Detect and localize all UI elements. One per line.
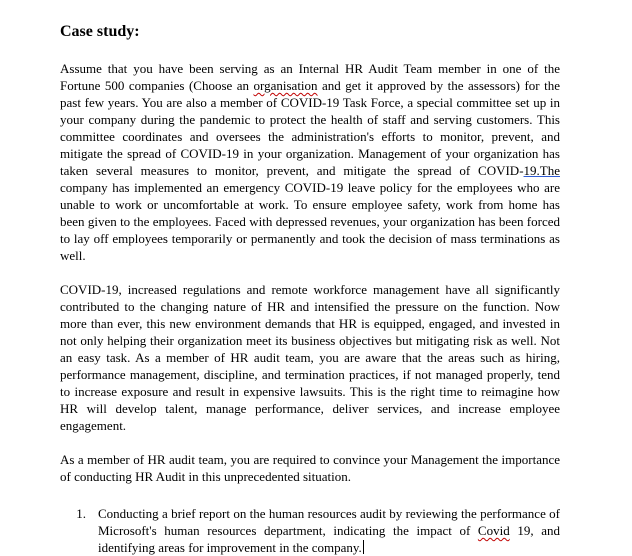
paragraph-scenario: [60, 60, 560, 264]
paragraph-scenario-text-1: Assume that you have been serving as an Internal HR Audit Team member in one of the Fortune 500 companies (Choose an: [60, 61, 560, 93]
text-cursor: [363, 540, 364, 554]
paragraph-scenario-text-2: and get it approved by the assessors) for the past few years. You are also a member of COVID-19 Task Force, a special committee set up in your company during the pandemic to protect the health of staff and serving customers. This committee coordinates and oversees the administration's efforts to monitor, prevent, and mitigate the spread of COVID-19 in your organization. Management of your organization has taken several measures to monitor, prevent, and mitigate the spread of COVID-: [60, 78, 560, 178]
spellcheck-word-covid: Covid: [477, 523, 510, 538]
list-item: [60, 505, 560, 556]
paragraph-hr-context: COVID-19, increased regulations and remote workforce management have all significantly contributed to the changing nature of HR and intensified the pressure on the function. Now more than ever, this new environment demands that HR is equipped, engaged, and invested in not only helping their organization meet its business objectives but mitigating risk as well. Not an easy task. As a member of HR audit team, you are aware that the areas such as hiring, performance management, discipline, and termination practices, if not managed properly, tend to increase exposure and result in expensive lawsuits. This is the right time to reimagine how HR will develop talent, manage performance, deliver services, and increase employee engagement.: [60, 282, 560, 433]
spellcheck-word-organisation: organisation: [253, 78, 318, 93]
grammar-flag-19-the: 19.The: [523, 163, 560, 178]
list-item-text[interactable]: [98, 505, 560, 556]
list-item-text-1: Conducting a brief report on the human resources audit by reviewing the performance of Microsoft's human resources department, indicating the impact of: [98, 506, 560, 538]
list-item-text-2: 19, and identifying areas for improvement in the company.: [98, 523, 560, 555]
document-page: [60, 22, 560, 556]
case-study-heading: Case study:: [60, 23, 140, 40]
task-list: [60, 505, 560, 556]
paragraph-scenario-text-3: company has implemented an emergency COVID-19 leave policy for the employees who are unable to work or uncomfortable at work. To ensure employee safety, work from home has been given to the employees. Faced with depressed revenues, your organization has been forced to lay off employees temporarily or permanently and took the decision of mass terminations as well.: [60, 180, 560, 263]
paragraph-task-intro: As a member of HR audit team, you are required to convince your Management the importance of conducting HR Audit in this unprecedented situation.: [60, 452, 560, 484]
list-item-number: 1.: [76, 506, 86, 521]
